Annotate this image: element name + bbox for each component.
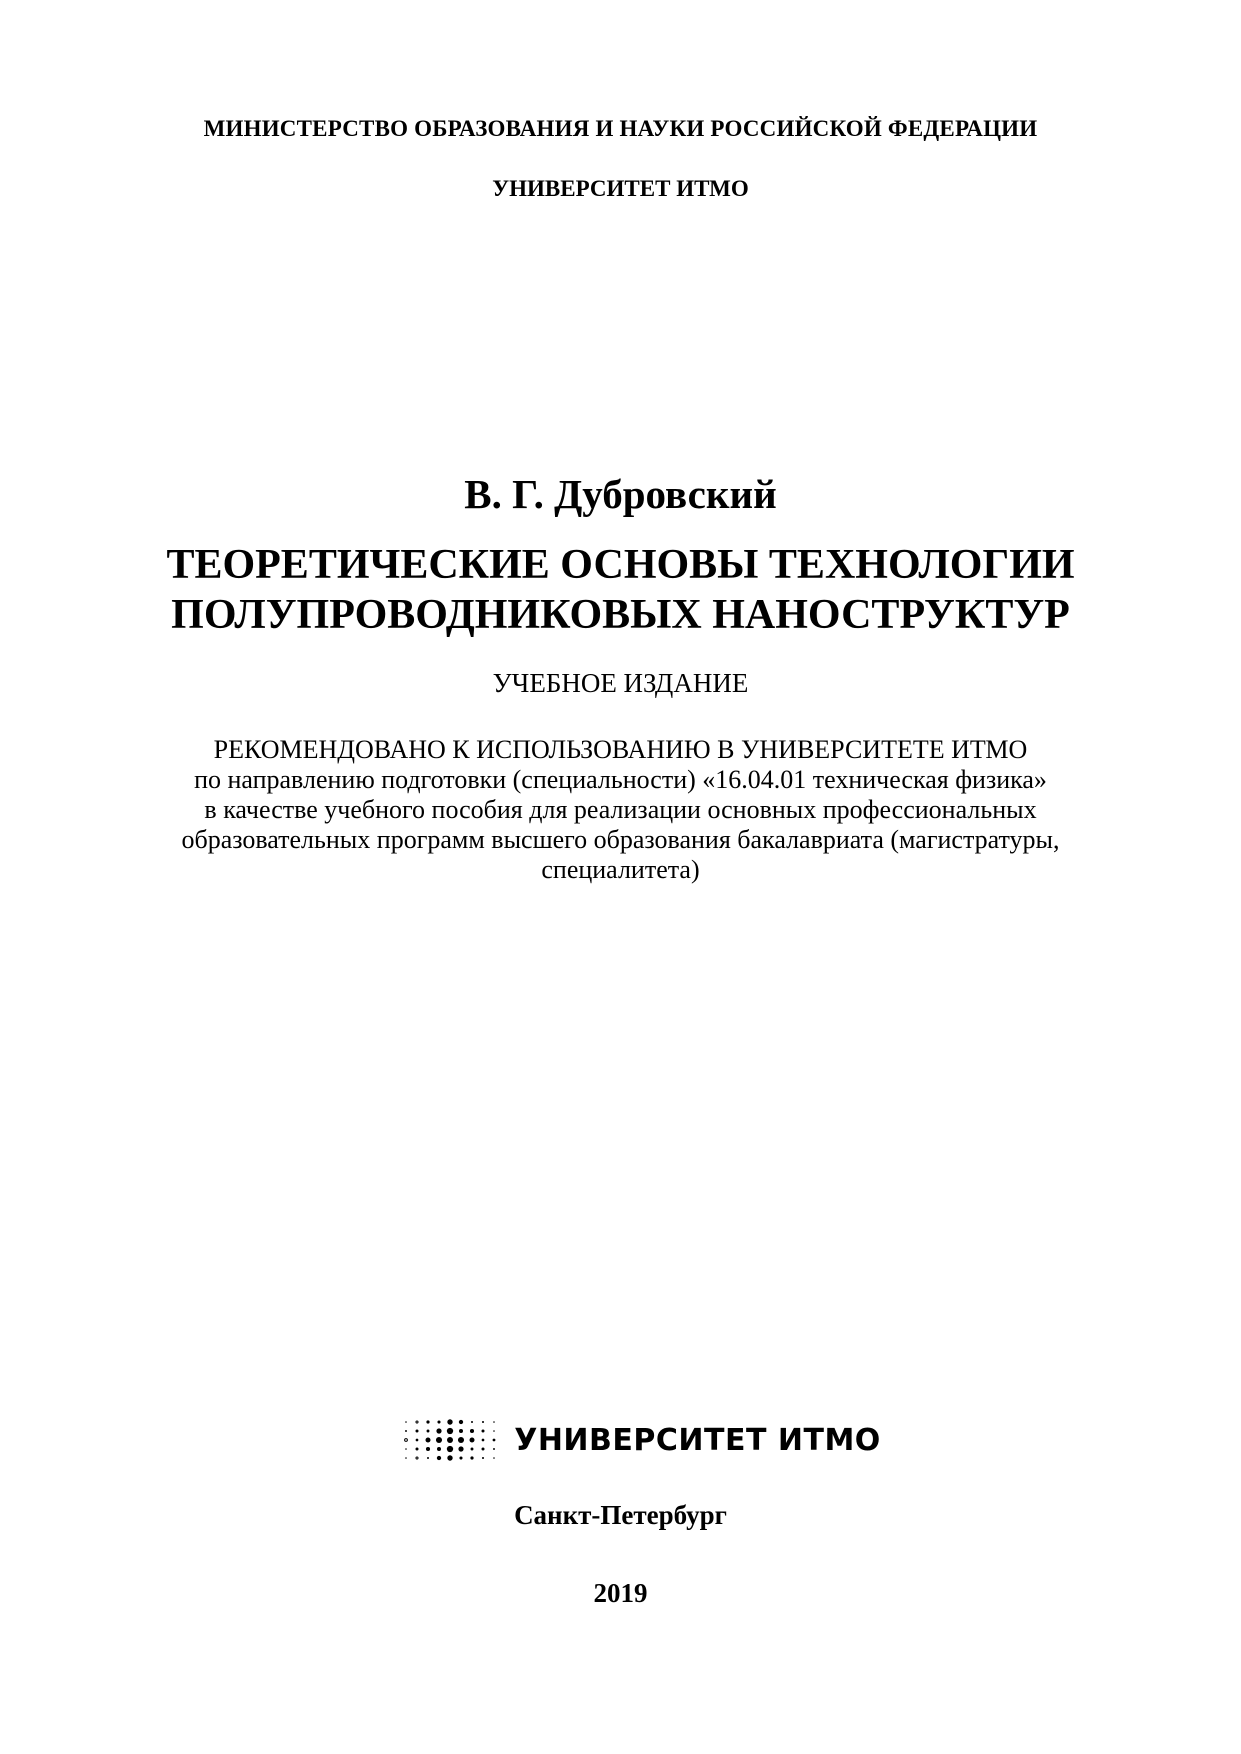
logo-dot	[470, 1429, 474, 1433]
logo-dot	[493, 1457, 495, 1459]
title-line: ПОЛУПРОВОДНИКОВЫХ НАНОСТРУКТУР	[171, 592, 1070, 638]
logo-dot	[493, 1448, 495, 1450]
edition-label: УЧЕБНОЕ ИЗДАНИЕ	[492, 668, 749, 698]
logo-dot	[405, 1421, 407, 1423]
logo-dot	[447, 1455, 452, 1460]
logo-dot	[459, 1420, 463, 1424]
logo-dot	[437, 1428, 442, 1433]
logo-dot	[416, 1448, 419, 1451]
logo-dot	[482, 1430, 485, 1433]
logo-dot	[471, 1448, 474, 1451]
recommendation-block	[0, 735, 1241, 885]
logo-dot	[482, 1439, 485, 1442]
logo-dot	[426, 1447, 430, 1451]
logo-dot	[493, 1439, 496, 1442]
recommendation-line: образовательных программ высшего образования бакалавриата (магистратуры,	[181, 825, 1060, 854]
logo-dot	[416, 1421, 418, 1423]
logo-dot	[458, 1437, 464, 1443]
logo-dot	[405, 1430, 407, 1432]
logo-dot	[447, 1428, 453, 1434]
university-logo	[0, 1418, 1241, 1462]
logo-dot	[459, 1429, 463, 1433]
logo-dot	[427, 1420, 430, 1423]
logo-dot	[482, 1421, 484, 1423]
logo-dot	[416, 1439, 419, 1442]
logo-dot	[438, 1420, 441, 1423]
book-title	[0, 540, 1241, 640]
logo-dot	[405, 1457, 407, 1459]
logo-dot	[416, 1457, 418, 1459]
logo-dot	[470, 1438, 475, 1443]
author-name: В. Г. Дубровский	[464, 471, 777, 517]
publication-city: Санкт-Петербург	[514, 1500, 727, 1530]
recommendation-line: специалитета)	[541, 855, 700, 884]
logo-dot	[426, 1438, 431, 1443]
title-line: ТЕОРЕТИЧЕСКИЕ ОСНОВЫ ТЕХНОЛОГИИ	[166, 542, 1075, 588]
ministry-heading: МИНИСТЕРСТВО ОБРАЗОВАНИЯ И НАУКИ РОССИЙСКОЙ ФЕДЕРАЦИИ	[203, 116, 1038, 141]
logo-dot	[482, 1448, 485, 1451]
logo-dot	[471, 1421, 473, 1423]
recommendation-line: РЕКОМЕНДОВАНО К ИСПОЛЬЗОВАНИЮ В УНИВЕРСИТЕТЕ ИТМО	[213, 735, 1028, 764]
logo-dot	[405, 1439, 408, 1442]
logo-dot	[460, 1456, 463, 1459]
logo-dot	[416, 1430, 419, 1433]
recommendation-line: по направлению подготовки (специальности) «16.04.01 техническая физика»	[194, 765, 1047, 794]
logo-dot	[427, 1430, 430, 1433]
logo-dot	[405, 1448, 407, 1450]
logo-dot	[471, 1456, 474, 1459]
logo-dot	[493, 1430, 495, 1432]
university-heading: УНИВЕРСИТЕТ ИТМО	[492, 176, 749, 201]
logo-text: УНИВЕРСИТЕТ ИТМО	[514, 1422, 881, 1458]
recommendation-line: в качестве учебного пособия для реализации основных профессиональных	[204, 795, 1037, 824]
logo-dot	[437, 1456, 441, 1460]
itmo-dots-logo-icon	[400, 1418, 500, 1462]
logo-dot	[436, 1437, 442, 1443]
logo-dot	[427, 1457, 429, 1459]
logo-dot	[482, 1457, 484, 1459]
publication-year: 2019	[593, 1578, 648, 1608]
logo-dot	[447, 1437, 453, 1443]
logo-dot	[447, 1419, 452, 1424]
logo-dot	[437, 1447, 441, 1451]
logo-dot	[493, 1421, 495, 1423]
logo-dot	[459, 1446, 464, 1451]
logo-dot	[447, 1446, 453, 1452]
